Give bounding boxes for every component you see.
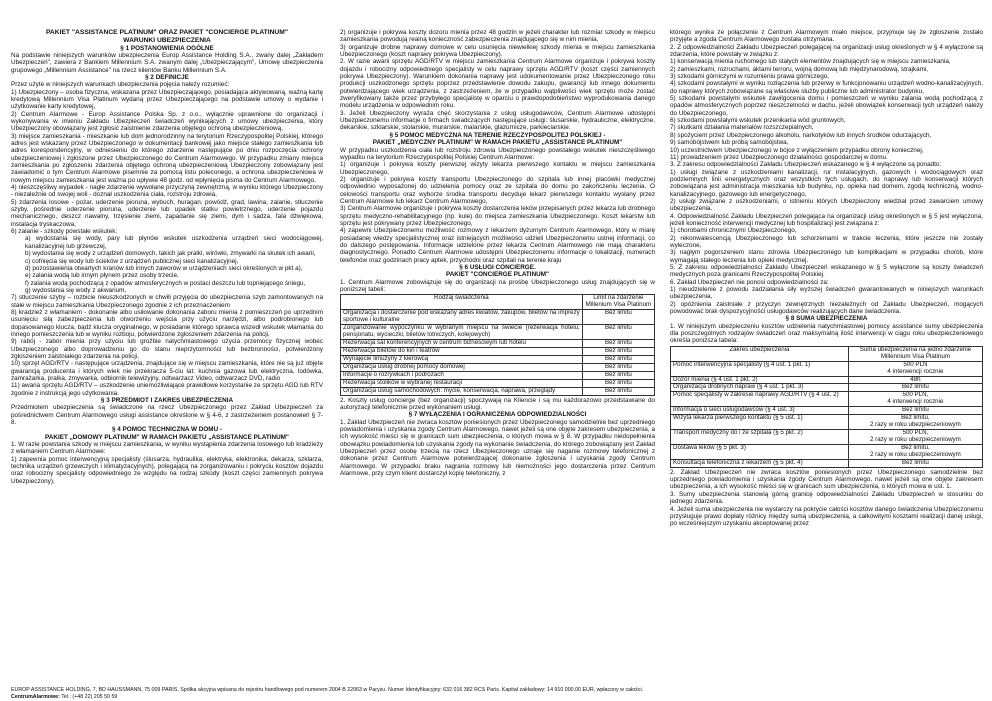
table-header-row bbox=[341, 295, 655, 310]
paragraph: 1) Ubezpieczony – osoba fizyczna, wskazana przez Ubezpieczającego, posiadająca aktywowaną, ważną kartę kredytową Millennium Visa Platinum wydaną przez Ubezpieczającego na podstawie umowy o wydanie i użytkowanie karty kredytowej, bbox=[11, 88, 323, 111]
paragraph: 9) samobójstwem lub próbą samobójstwa, bbox=[670, 139, 789, 147]
paragraph: 4) nieszczęśliwy wypadek - nagłe zdarzenie wywołane przyczyną zewnętrzną, w wyniku którego Ubezpieczony - niezależnie od swojej woli - doznał uszkodzenia ciała, rozstroju zdrowia, bbox=[11, 184, 323, 199]
paragraph: 4) szkodami powstałymi w wyniku rozłączenia lub przerwy w funkcjonowaniu urządzeń wodno-kanalizacyjnych, do naprawy których zobowiązane są właściwe służby publiczne lub administrator budynku, bbox=[670, 80, 983, 95]
limit-cell: 500 PLN 4 interwencji rocznie bbox=[848, 361, 982, 376]
sub-paragraph: g) wydostania się wody z akwarium, bbox=[25, 286, 127, 294]
paragraph: 6) zalanie - szkody powstałe wskutek: bbox=[11, 228, 118, 236]
paragraph: 1) chorobami chronicznymi Ubezpieczonego, bbox=[670, 227, 797, 235]
paragraph: Na podstawie niniejszych warunków ubezpieczenia Europ Assistance Holding S.A., zwany dalej „Zakładem Ubezpieczeń", zawiera z Bankiem Millennium S.A. zwanym dalej „Ubezpieczającym", Umowę ubezpieczenia grupowego „Millennium Assistance" na rzecz klientów Banku Millennium S.A. bbox=[11, 51, 323, 74]
paragraph: 2. W razie awarii sprzętu AGD/RTV w miejscu zamieszkania Centrum Alarmowe organizuje i pokrywa koszty dojazdu i robocizny odpowiedniego specjalisty w celu naprawy sprzętu AGD/RTV (koszt części zamiennych pokrywa Ubezpieczony). Warunkiem dokonania naprawy jest udokumentowanie przez Ubezpieczonego roku produkcji uszkodzonego sprzętu poprzez przedstawienie dowodu zakupu, gwarancji lub innego dokumentu potwierdzającego wiek urządzenia, z zastrzeżeniem, że w przypadku wątpliwości wiek sprzętu może zostać zweryfikowany także przez przybyłego specjalistę w oparciu o prawdopodobieństwo wyprodukowania danego modelu urządzenia w odpowiednim roku. bbox=[340, 58, 655, 110]
title-line: PAKIET "ASSISTANCE PLATINUM" ORAZ PAKIET "CONCIERGE PLATINUM" bbox=[45, 29, 289, 36]
paragraph: 8) kradzież z włamaniem - dokonanie albo usiłowanie dokonania zaboru mienia z pomieszczeń po uprzednim usunięciu siłą zabezpieczenia lub otworzeniu wejścia przy użyciu narzędzi, albo podrobionego lub dopasowanego klucza, bądź klucza oryginalnego, w posiadanie którego sprawca wszedł wskutek włamania do innego pomieszczenia lub w wyniku rozboju, potwierdzone zgłoszeniem zdarzenia na policji, bbox=[11, 308, 323, 338]
paragraph: 7) stłuczenie szyby – rozbicie nieuszkodzonych w chwili przyjęcia do ubezpieczenia szyb zamontowanych na stałe w miejscu zamieszkania Ubezpieczonego zgodnie z ich przeznaczeniem bbox=[11, 294, 323, 309]
paragraph: 1) zapewnia pomoc interwencyjną specjalisty (ślusarza, hydraulika, elektryka, elektronika, dekarza, szklarza, technika urządzeń grzewczych i klimatyzacyjnych), polegającą na zorganizowaniu i pokryciu kosztów dojazdu oraz robocizny specjalisty odpowiedniego ze względu na rodzaj szkody (koszt części zamiennych pokrywa Ubezpieczony), bbox=[11, 455, 323, 485]
service-cell: Wynajęcie limuzyny z kierowcą bbox=[341, 355, 583, 363]
table-row bbox=[671, 392, 983, 407]
title-line: WARUNKI UBEZPIECZENIA bbox=[123, 36, 211, 44]
service-cell: Rezerwacja stolików w wybranej restauracji bbox=[341, 379, 583, 387]
service-cell: Dozór mienia (§ 4 ust. 1 pkt. 2) bbox=[671, 376, 849, 384]
table-row bbox=[341, 310, 655, 325]
limit-cell: 48h bbox=[848, 376, 982, 384]
table-row bbox=[671, 361, 983, 376]
paragraph: 3. Sumy ubezpieczenia stanowią górną granicę odpowiedzialności Zakładu Ubezpieczeń w stosunku do jednego zdarzenia. bbox=[670, 490, 983, 506]
section-heading: § 1 POSTANOWIENIA OGÓLNE bbox=[120, 44, 214, 52]
paragraph: 7) skutkami działania materiałów rozszczepialnych, bbox=[670, 124, 814, 132]
paragraph: Przedmiotem ubezpieczenia są świadczone na rzecz Ubezpieczonego przez Zakład Ubezpieczeń za pośrednictwem Centrum Alarmowego usługi assistance określone w § 4-6, z zastrzeżeniem postanowień § 7-8. bbox=[11, 404, 323, 427]
paragraph: 1. Centrum Alarmowe zobowiązuje się do organizacji na prośbę Ubezpieczonego usług znajdujących się w poniższej tabeli: bbox=[340, 278, 655, 294]
paragraph: 10) uczestnictwem Ubezpieczonego w bójce z wyłączeniem przypadku obrony koniecznej, bbox=[670, 146, 924, 154]
limit-cell: Bez limitu bbox=[582, 340, 654, 348]
limit-cell: Bez limitu, 2 razy w roku ubezpieczeniowym bbox=[848, 444, 982, 459]
service-cell: Pomoc interwencyjna specjalisty (§ 4 ust. 1 pkt. 1) bbox=[671, 361, 849, 376]
paragraph: 5) szkodami powstałymi wskutek zawilgocenia domu i pomieszczeń w wyniku zalania wodą pochodzącą z opadów atmosferycznych poprzez nieszczelności w dachu, jeżeli obowiązek konserwacji tych urządzeń należy do Ubezpieczonego, bbox=[670, 95, 983, 117]
table-row bbox=[341, 371, 655, 379]
section-heading: § 7 WYŁĄCZENIA I OGRANICZENIA ODPOWIEDZIALNOŚCI bbox=[408, 411, 587, 419]
limit-cell: Bez limitu bbox=[582, 325, 654, 340]
column-2-body-bottom bbox=[340, 397, 655, 478]
limit-cell: Bez limitu bbox=[582, 347, 654, 355]
paragraph: 1. Zakład Ubezpieczeń nie zwraca kosztów poniesionych przez Ubezpieczonego samodzielnie bez uprzedniego powiadomienia i uzyskania zgody Centrum Alarmowego, nawet jeżeli są one objęte zakresem ubezpieczenia, a ich wysokość mieści się w granicach sum ubezpieczenia, o których mowa w § 8. W przypadku niedopełnienia obowiązku powiadomienia lub uzyskania zgody na wykonanie świadczenia, do którego zobowiązany jest Zakład Ubezpieczeń przez osobę trzecią na rzecz Ubezpieczonego uznaje się naganie rozmowy telefonicznej z dokonane przez Centrum Alarmowe potwierdzającej dokonanie zgłoszenia i uzyskania zgody Centrum Alarmowego. W przypadku braku nagrania rozmowy lub niemożności jego dostarczenia przez Centrum Alarmowe, przy czym klient dostarczył kopię telefoniczny, z bbox=[340, 418, 655, 477]
service-cell: Rezerwacja biletów do kin i teatrów bbox=[341, 347, 583, 355]
service-cell: Konsultacja telefoniczna z lekarzem (§ 5 pkt. 4) bbox=[671, 459, 849, 467]
paragraph: 10) sprzęt AGD/RTV - następujące urządzenia, znajdujące się w miejscu zamieszkania, które nie są już objęte gwarancją producenta i których wiek nie przekracza 5-ciu lat: kuchnia gazowa lub elektryczna, lodówka, zamrażarka, pralka, zmywarka, odbiornik telewizyjny, odtwarzacz Video, odtwarzacz DVD, radio bbox=[11, 360, 323, 382]
paragraph: 6. Zakład Ubezpieczeń nie ponosi odpowiedzialności za: bbox=[670, 278, 829, 286]
paragraph: 4. Jeżeli suma ubezpieczenia nie wystarczy na pokrycie całości kosztów danego świadczenia Ubezpieczonemu przysługuje prawo dopłaty różnicy między sumą ubezpieczenia, a całkowitymi kosztami realizacji danej usługi, po wcześniejszym uzyskaniu akceptowanej przez bbox=[670, 505, 983, 528]
column-2-body-top bbox=[340, 29, 655, 293]
paragraph: 8) spożyciem przez Ubezpieczonego alkoholu, narkotyków lub innych środków odurzających, bbox=[670, 131, 932, 139]
table-row bbox=[341, 379, 655, 387]
document-title bbox=[11, 29, 323, 45]
paragraph: 11) prowadzeniem przez Ubezpieczonego działalności gospodarczej w domu. bbox=[670, 153, 888, 161]
table-row bbox=[671, 415, 983, 430]
service-cell: Informacja o sieci usługodawców (§ 4 ust. 3) bbox=[671, 407, 849, 415]
paragraph: 2) zamieszkami, rozruchami, aktami terroru, wojną domową lub międzynarodową, strajkami, bbox=[670, 65, 929, 73]
paragraph: 2) Centrum Alarmowe - Europ Assistance Polska Sp. z o.o., wyłącznie uprawnione do organizacji i wykonywania w imieniu Zakładu Ubezpieczeń świadczeń wynikających z umowy ubezpieczenia, który Ubezpieczony obowiązany jest zgłosić zaistnienie zdarzenia objętego ochroną ubezpieczeniową, bbox=[11, 110, 323, 133]
paragraph: 1) nieudzielenie z powodu zadziałania siły wyższej świadczeń gwarantowanych w niniejszych warunkach ubezpieczenia, bbox=[670, 286, 983, 301]
service-cell: Wizyta lekarza pierwszego kontaktu (§ 5 ust. 1) bbox=[671, 415, 849, 430]
service-cell: Rezerwacja sal konferencyjnych w centrum biznesowym lub hotelu bbox=[341, 340, 583, 348]
paragraph: 1. W razie powstania szkody w miejscu zamieszkania, w wyniku wystąpienia zdarzenia losowego lub kradzieży z włamaniem Centrum Alarmowe: bbox=[11, 441, 323, 456]
column-3-body-bottom bbox=[670, 469, 983, 528]
paragraph: 9) rabój - zabór mienia przy użyciu lub groźbie natychmiastowego użycia przemocy fizycznej wobec Ubezpieczonego albo doprowadzeniu go do stanu nieprzytomności lub bezbronności, potwierdzony zgłoszeniem zaistniałego zdarzenia na policji, bbox=[11, 338, 323, 360]
table-row bbox=[671, 459, 983, 467]
table-header-cell: Limit na zdarzenie Millenium Visa Platinum bbox=[582, 295, 654, 310]
limit-cell: 500 PLN, 2 razy w roku ubezpieczeniowym bbox=[848, 430, 982, 445]
section-heading: PAKIET „MEDYCZNY PLATINUM" W RAMACH PAKIETU „ASSISTANCE PLATINUM" bbox=[372, 139, 623, 147]
footer-company-line: EUROP ASSISTANCE HOLDING, 7, BD HAUSSMANN, 75 009 PARIS, Spółka akcyjna wpisana do rejestru handlowego pod numerem 2004 B 22063 w Paryżu. Numer Identyfikacyjny: 632 016 382 RCS Paris. Kapitał zakładowy: 14 910 000,00 EUR, wpłacony w całości. bbox=[11, 687, 644, 693]
service-cell: Organizacja usług drobnej pomocy domowej bbox=[341, 363, 583, 371]
paragraph: 2) opóźnienia zaistniałe z przyczyn zewnętrznych niezależnych od Zakładu Ubezpieczeń, mogących powodować brak dyspozycyjności usługodawców realizujących dane świadczenia. bbox=[670, 300, 983, 316]
sub-paragraph: d) pozostawienia otwartych kranów lub innych zaworów w urządzeniach sieci określonych w pkt a), bbox=[25, 264, 303, 272]
limit-cell: Bez limitu, 2 razy w roku ubezpieczeniowym bbox=[848, 415, 982, 430]
limit-cell: Bez limitu bbox=[582, 387, 654, 395]
section-heading: PAKIET "CONCIERGE PLATINUM" bbox=[445, 271, 550, 279]
service-cell: Organizacja i dostarczenie pod wskazany adres kwiatów, zakupów, biletów na imprezy sportowe i kulturalne bbox=[341, 310, 583, 325]
paragraph: 3) organizuje drobne naprawy domowe w celu usunięcia niewielkiej szkody mienia w miejscu zamieszkania Ubezpieczonego (koszt naprawy pokrywa Ubezpieczony). bbox=[340, 43, 655, 59]
paragraph: 3) Centrum Alarmowe organizuje i pokrywa koszty dostarczenia leków przepisanych przez lekarza lub drobnego sprzętu medyczno-rehabilitacyjnego (np. kule) do miejsca zamieszkania Ubezpieczonego. Koszt lekarstw lub sprzętu jest pokrywany przez Ubezpieczonego, bbox=[340, 205, 655, 227]
footer-contact-line bbox=[11, 694, 981, 701]
sub-paragraph: c) cofnięcia się wody lub ścieków z urządzeń publicznej sieci kanalizacyjnej, bbox=[25, 257, 239, 265]
paragraph: 2. Koszty usług concierge (bez organizacji) spoczywają na Kliencie i są mu każdorazowo przedstawiane do autoryzacji telefonicznie przed wykonaniem usługi. bbox=[340, 396, 655, 411]
paragraph: 2) rekonwalescencją Ubezpieczonego lub schorzeniami w trakcie leczenia, które jeszcze nie zostały wyleczone, bbox=[670, 234, 983, 249]
paragraph: 1) konserwacją mienia ruchomego lub stałych elementów znajdujących się w miejscu zamieszkania, bbox=[670, 58, 951, 66]
paragraph: 2. Zakład Ubezpieczeń nie zwraca kosztów poniesionych przez Ubezpieczonego samodzielnie bez uprzedniego powiadomienia i uzyskania zgody Centrum Alarmowego, nawet jeżeli są one objęte zakresem ubezpieczenia, a ich wysokość mieści się w granicach sum ubezpieczenia, o których mowa w ust. 1. bbox=[670, 468, 983, 491]
table-header-row bbox=[671, 346, 983, 361]
table-row bbox=[341, 387, 655, 395]
paragraph: 1. W niniejszym ubezpieczeniu kosztów udzielenia natychmiastowej pomocy assistance sumy ubezpieczenia dla poszczególnych rodzajów świadczeń oraz maksymalną ilość interwencji w ciągu roku ubezpieczeniowego określa poniższa tabela: bbox=[670, 322, 983, 345]
table-row bbox=[671, 430, 983, 445]
footer-phone: Tel.: (+48 22) 205 50 59 bbox=[61, 693, 118, 700]
page-footer bbox=[11, 687, 981, 700]
column-1-body bbox=[11, 45, 323, 486]
paragraph: którego wynika że połączenie z Centrum Alarmowym miało miejsce, przyjmuje się że zgłoszenie zostało przyjęte a zgoda Centrum Alarmowego została otrzymana. bbox=[670, 29, 983, 44]
column-3 bbox=[670, 29, 983, 528]
paragraph: 2) organizuje i pokrywa koszty dozoru mienia przez 48 godzin w jeżeli charakter lub rozmiar szkody w miejscu zamieszkania powodują realną konieczność zabezpieczenia znajdującego się w nim mienia, bbox=[340, 29, 655, 44]
sub-paragraph: f) zalania wodą pochodzącą z opadów atmosferycznych w postaci deszczu lub topniejącego śniegu, bbox=[25, 279, 306, 287]
paragraph: 5) zdarzenia losowe - pożar, uderzenie pioruna, wybuch, huragan, powódź, grad, lawina, zalanie, stłuczenie szyby, pośrednie uderzenie pioruna, uderzenie lub upadek statku powietrznego, uderzenie pojazdu mechanicznego, deszcz nawalny, trzęsienie ziemi, zapadanie się ziemi, dym i sadza, fala dźwiękowa, instalacja tryskaczowa, bbox=[11, 198, 323, 228]
paragraph: 2. Z odpowiedzialności Zakładu Ubezpieczeń polegającej na organizacji usług określonych w § 4 wyłączone są zdarzenia, które powstały w związku z: bbox=[670, 43, 983, 59]
table-row bbox=[341, 325, 655, 340]
service-cell: Zorganizowanie wypoczynku w wybranym miejscu na świecie (rezerwacja hotelu, pensjonatu, wycieczki, biletów lotniczych, kolejowych) bbox=[341, 325, 583, 340]
column-2 bbox=[340, 29, 655, 477]
column-3-body-top bbox=[670, 29, 983, 345]
paragraph: 3. Z zakresu odpowiedzialności Zakładu Ubezpieczeń wskazanego w § 4 wyłączone są ponadto: bbox=[670, 161, 942, 169]
section-heading: § 4 POMOC TECHNICZNA W DOMU - bbox=[111, 426, 223, 434]
paragraph: 4. Odpowiedzialność Zakładu Ubezpieczeń polegająca na organizacji usług określonych w § 5 jest wyłączona, jeżeli konieczność interwencji medycznej lub hospitalizacji jest związana z: bbox=[670, 212, 983, 227]
sum-insured-table bbox=[670, 346, 983, 468]
paragraph: 1) organizuje i pokrywa koszty pierwszej wizyty lekarza pierwszego kontaktu w miejscu zamieszkania Ubezpieczonego, bbox=[340, 161, 655, 176]
paragraph: 5. Z zakresu odpowiedzialności Zakładu Ubezpieczeń wskazanego w § 5 wyłączone są koszty świadczeń medycznych poza granicami Rzeczypospolitej Polskiej. bbox=[670, 264, 983, 279]
footer-label: CentrumAlarmowe: bbox=[11, 693, 60, 700]
table-header-cell: Rodzaj świadczenia bbox=[341, 295, 583, 310]
limit-cell: Bez limitu bbox=[582, 379, 654, 387]
paragraph: Przez użyte w niniejszych warunkach ubezpieczenia pojęcia należy rozumieć: bbox=[11, 81, 230, 89]
service-cell: Dostawa leków (§ 5 pkt. 3) bbox=[671, 444, 849, 459]
paragraph: 6) szkodami powstałymi wskutek przenikania wód gruntowych, bbox=[670, 117, 846, 125]
limit-cell: Bez limitu bbox=[582, 371, 654, 379]
limit-cell: Bez limitu bbox=[582, 355, 654, 363]
paragraph: 3. Jeżeli Ubezpieczony wyraża chęć skorzystania z usług usługodawców, Centrum Alarmowe udostępni Ubezpieczonemu informacje o firmach świadczących następujące usługi: ślusarskie, hydrauliczne, elektryczne, dekarskie, szklarskie, stolarskie, murarskie, malarskie, glazurnicze, parkieciarskie. bbox=[340, 109, 655, 132]
limit-cell: Bez limitu bbox=[848, 407, 982, 415]
concierge-services-table bbox=[340, 294, 655, 395]
section-heading: § 5 POMOC MEDYCZNA NA TERENIE RZECZYPOSPOLITEJ POLSKIEJ - bbox=[389, 131, 606, 139]
paragraph: 3) miejsce zamieszkania - mieszkanie lub dom jednorodzinny na terytorium Rzeczypospolitej Polskiej, którego adres jest wskazany przez Ubezpieczonego w dokumentacji bankowej jako miejsce stałego zamieszkania lub adres korespondencyjny, w odniesieniu do którego zdarzenie następujące po dniu rozpoczęcia ochrony ubezpieczeniowej i zgłoszone przez Ubezpieczonego do Centrum Alarmowego. W przypadku zmiany miejsca zamieszkania po zgłoszeniu zdarzenia objętego ochroną ubezpieczeniową Ubezpieczony zobowiązany jest zawiadomić o tym Centrum Alarmowe pisemnie za pomocą listu poleconego, a ochrona ubezpieczeniowa w nowym miejscu zamieszkania jest ważna po upływie 48 godz. od wpłynięcia pisma do Centrum Alarmowego, bbox=[11, 132, 323, 184]
paragraph: 3) szkodami górniczymi w rozumieniu prawa górniczego, bbox=[670, 73, 830, 81]
paragraph: 4) zapewni Ubezpieczonemu możliwość rozmowy z lekarzem dyżurnym Centrum Alarmowego, który w miarę posiadanej wiedzy specjalistycznej oraz istniejących możliwości udzieli Ubezpieczonemu ustnej informacji, co do dalszego postępowania. Informacje udzielone przez lekarza Centrum Alarmowego nie mają charakteru diagnostycznego. Ponadto Centrum Alarmowe udostępni Ubezpieczonemu informacje o lokalizacji, numerach telefonów oraz godzinach pracy aptek, przychodni oraz szpitali na terenie kraju bbox=[340, 227, 655, 264]
limit-cell: 500 PLN, 4 interwencji rocznie bbox=[848, 392, 982, 407]
paragraph: 2) organizuje i pokrywa koszty transportu Ubezpieczonego do szpitala lub innej placówki medycznej odpowiednio wyposażonej do udzielenia pomocy oraz ze szpitala do domu po zakończeniu leczenia. O celowości transportu oraz wyborze środka transportu decyduje lekarz pierwszego kontaktu wysłany przez Centrum Alarmowe lub lekarz Centrum Alarmowego, bbox=[340, 175, 655, 205]
section-heading: § 2 DEFINICJE bbox=[145, 73, 189, 81]
limit-cell: Bez limitu bbox=[582, 363, 654, 371]
paragraph: 2) usługi związane z uszkodzeniami, o istnieniu których Ubezpieczony wiedział przed zawarciem umowy ubezpieczenia. bbox=[670, 197, 983, 213]
section-heading: § 3 PRZEDMIOT I ZAKRES UBEZPIECZENIA bbox=[100, 397, 234, 405]
section-heading: § 6 USŁUGI CONCIERGE. bbox=[459, 264, 536, 271]
paragraph: 1) usługi związane z uszkodzeniami kanalizacji, rur instalacyjnych, gazowych i wodociągowych oraz podziemnych linii energetycznych oraz wszystkich tych usługach, do naprawy lub konserwacji których zobowiązana jest administracja mieszkania lub budynku, np. opieka nad domem, zgodą techniczną, wodno-kanalizacyjnego, gazowego lub energetycznego, bbox=[670, 168, 983, 198]
service-cell: Pomoc specjalisty w zakresie naprawy AGD/RTV (§ 4 ust. 2) bbox=[671, 392, 849, 407]
sub-paragraph: b) wydostania się wody z urządzeń domowych, takich jak pralki, wirówki, zmywarki na skutek ich awarii, bbox=[25, 250, 316, 258]
service-cell: Transport medyczny do i ze szpitala (§ 5 pkt. 2) bbox=[671, 430, 849, 445]
service-cell: Organizacja drobnych napraw (§ 4 ust. 1 pkt. 3) bbox=[671, 384, 849, 392]
table-row bbox=[671, 444, 983, 459]
paragraph: W przypadku uszkodzenia ciała lub rozstroju zdrowia Ubezpieczonego powstałego wskutek nieszczęśliwego wypadku na terytorium Rzeczypospolitej Polskiej Centrum Alarmowe: bbox=[340, 146, 655, 161]
limit-cell: Bez limitu bbox=[848, 459, 982, 467]
service-cell: Organizacja usług samochodowych: mycie, konserwacja, naprawa, przeglądy bbox=[341, 387, 583, 395]
service-cell: Informacje o rozrywkach i podróżach bbox=[341, 371, 583, 379]
section-heading: § 8 SUMA UBEZPIECZENIA bbox=[785, 315, 868, 323]
section-heading: PAKIET „DOMOWY PLATINUM" W RAMACH PAKIETU „ASSISTANCE PLATINUM" bbox=[45, 433, 289, 441]
limit-cell: Bez limitu bbox=[848, 384, 982, 392]
paragraph: 11) awaria sprzętu AGD/RTV – uszkodzenie uniemożliwiające prawidłowe korzystanie ze sprzętu AGD lub RTV zgodnie z instrukcją jego użytkowania. bbox=[11, 382, 323, 397]
table-header-cell: Zakres ubezpieczenia bbox=[671, 346, 849, 361]
sub-paragraph: e) zalania wodą lub innym płynem przez osoby trzecie, bbox=[25, 272, 179, 280]
column-1 bbox=[11, 29, 323, 485]
table-header-cell: Suma ubezpieczenia na jedno zdarzenie Millennium Visa Platinum bbox=[848, 346, 982, 361]
limit-cell: Bez limitu bbox=[582, 310, 654, 325]
paragraph: 3) nagłym pogorszeniem stanu zdrowia Ubezpieczonego lub komplikacjami w przypadku chorób, które wymagają stałego leczenia lub opieki medycznej. bbox=[670, 249, 983, 264]
sub-paragraph: a) wydostania się wody, pary lub płynów wskutek uszkodzenia urządzeń sieci wodociągowej, kanalizacyjnej lub grzewczej, bbox=[25, 235, 323, 250]
